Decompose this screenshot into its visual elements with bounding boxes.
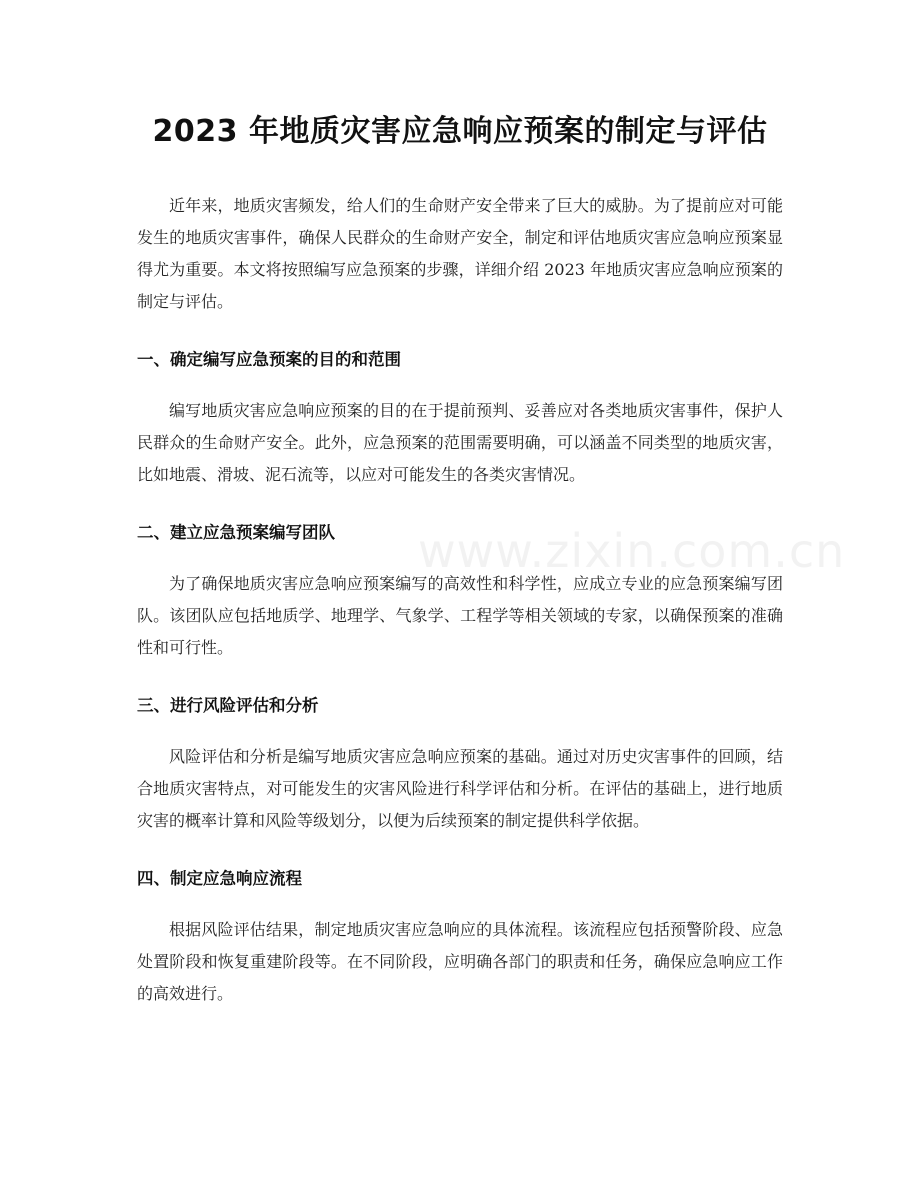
- section-body-1: 编写地质灾害应急响应预案的目的在于提前预判、妥善应对各类地质灾害事件，保护人民群众的生命财产安全。此外，应急预案的范围需要明确，可以涵盖不同类型的地质灾害，比如地震、滑坡、泥石流等，以应对可能发生的各类灾害情况。: [137, 401, 783, 484]
- intro-paragraph: 近年来，地质灾害频发，给人们的生命财产安全带来了巨大的威胁。为了提前应对可能发生的地质灾害事件，确保人民群众的生命财产安全，制定和评估地质灾害应急响应预案显得尤为重要。本文将按照编写应急预案的步骤，详细介绍 2023 年地质灾害应急响应预案的制定与评估。: [137, 196, 783, 311]
- section-heading-4: 四、制定应急响应流程: [137, 869, 302, 888]
- watermark: www.zixin.com.cn: [418, 524, 846, 578]
- document-title: 2023 年地质灾害应急响应预案的制定与评估: [152, 114, 768, 149]
- section-heading-2: 二、建立应急预案编写团队: [137, 523, 335, 542]
- section-body-3: 风险评估和分析是编写地质灾害应急响应预案的基础。通过对历史灾害事件的回顾，结合地质灾害特点，对可能发生的灾害风险进行科学评估和分析。在评估的基础上，进行地质灾害的概率计算和风险等级划分，以便为后续预案的制定提供科学依据。: [137, 747, 783, 830]
- section-body-2: 为了确保地质灾害应急响应预案编写的高效性和科学性，应成立专业的应急预案编写团队。该团队应包括地质学、地理学、气象学、工程学等相关领域的专家，以确保预案的准确性和可行性。: [137, 574, 783, 657]
- section-body-4: 根据风险评估结果，制定地质灾害应急响应的具体流程。该流程应包括预警阶段、应急处置阶段和恢复重建阶段等。在不同阶段，应明确各部门的职责和任务，确保应急响应工作的高效进行。: [137, 920, 783, 1003]
- section-heading-3: 三、进行风险评估和分析: [137, 696, 319, 715]
- section-heading-1: 一、确定编写应急预案的目的和范围: [137, 350, 401, 369]
